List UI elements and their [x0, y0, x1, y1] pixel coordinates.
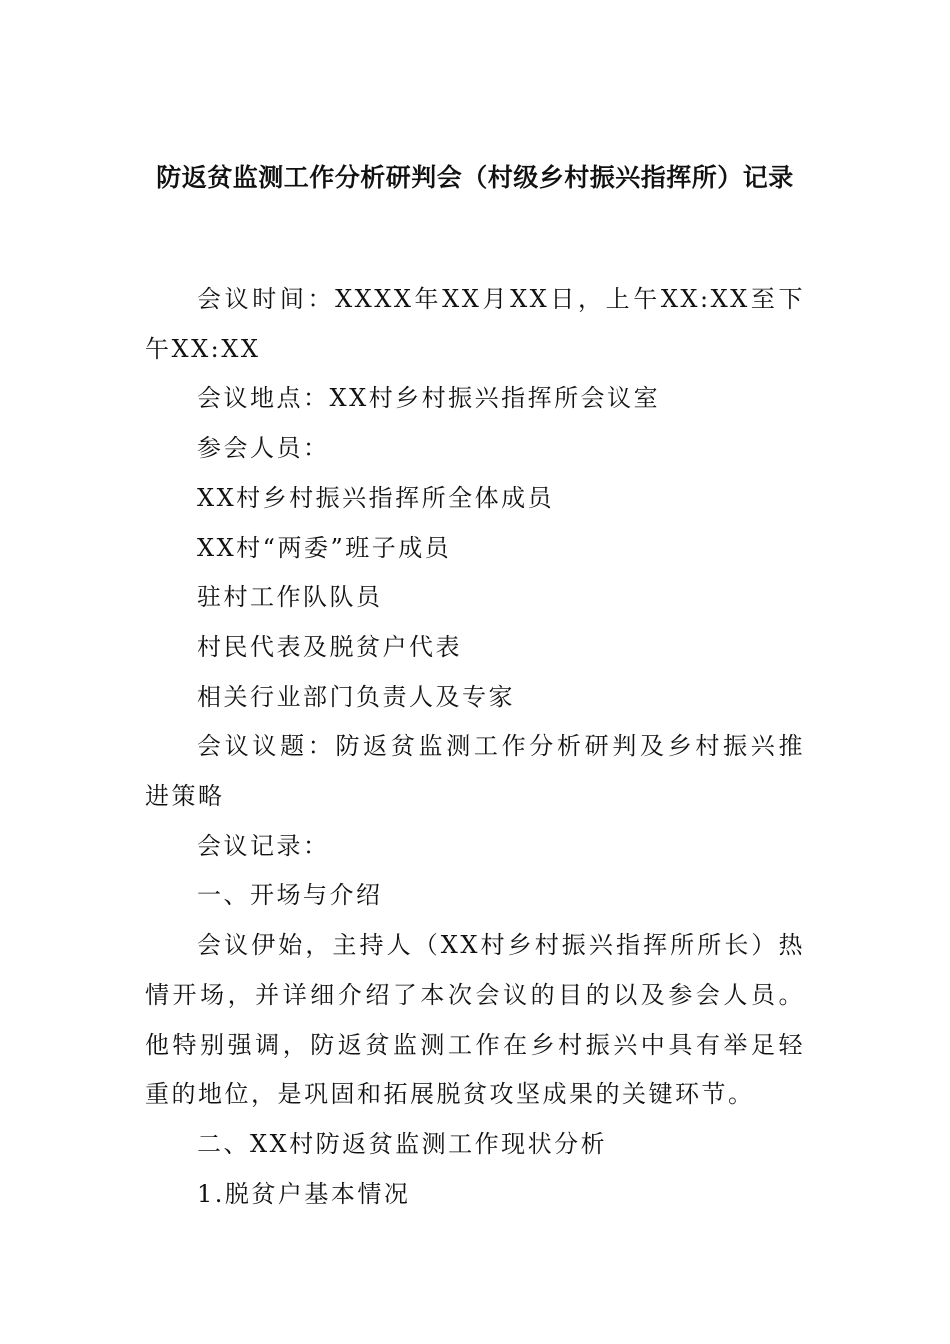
meeting-location-paragraph: 会议地点：XX村乡村振兴指挥所会议室	[197, 384, 661, 413]
document-body	[145, 275, 805, 1219]
attendee-item: XX村乡村振兴指挥所全体成员	[197, 483, 555, 512]
attendee-item: 驻村工作队队员	[197, 583, 383, 612]
attendees-heading: 参会人员：	[197, 434, 330, 463]
attendee-item: 相关行业部门负责人及专家	[197, 682, 515, 711]
meeting-record-heading: 会议记录：	[197, 831, 330, 860]
section-heading: 一、开场与介绍	[197, 881, 383, 910]
section-heading: 二、XX村防返贫监测工作现状分析	[197, 1129, 608, 1158]
attendee-item: XX村“两委”班子成员	[197, 533, 452, 562]
meeting-topic-paragraph: 会议议题：防返贫监测工作分析研判及乡村振兴推进策略	[145, 732, 805, 811]
meeting-time-paragraph: 会议时间：XXXX年XX月XX日，上午XX:XX至下午XX:XX	[145, 285, 805, 363]
subsection-heading: 1.脱贫户基本情况	[197, 1179, 411, 1208]
body-paragraph: 会议伊始，主持人（XX村乡村振兴指挥所所长）热情开场，并详细介绍了本次会议的目的以及参会人员。他特别强调，防返贫监测工作在乡村振兴中具有举足轻重的地位，是巩固和拓展脱贫攻坚成果的关键环节。	[145, 931, 805, 1109]
attendee-item: 村民代表及脱贫户代表	[197, 632, 462, 661]
document-title: 防返贫监测工作分析研判会（村级乡村振兴指挥所）记录	[156, 163, 794, 192]
